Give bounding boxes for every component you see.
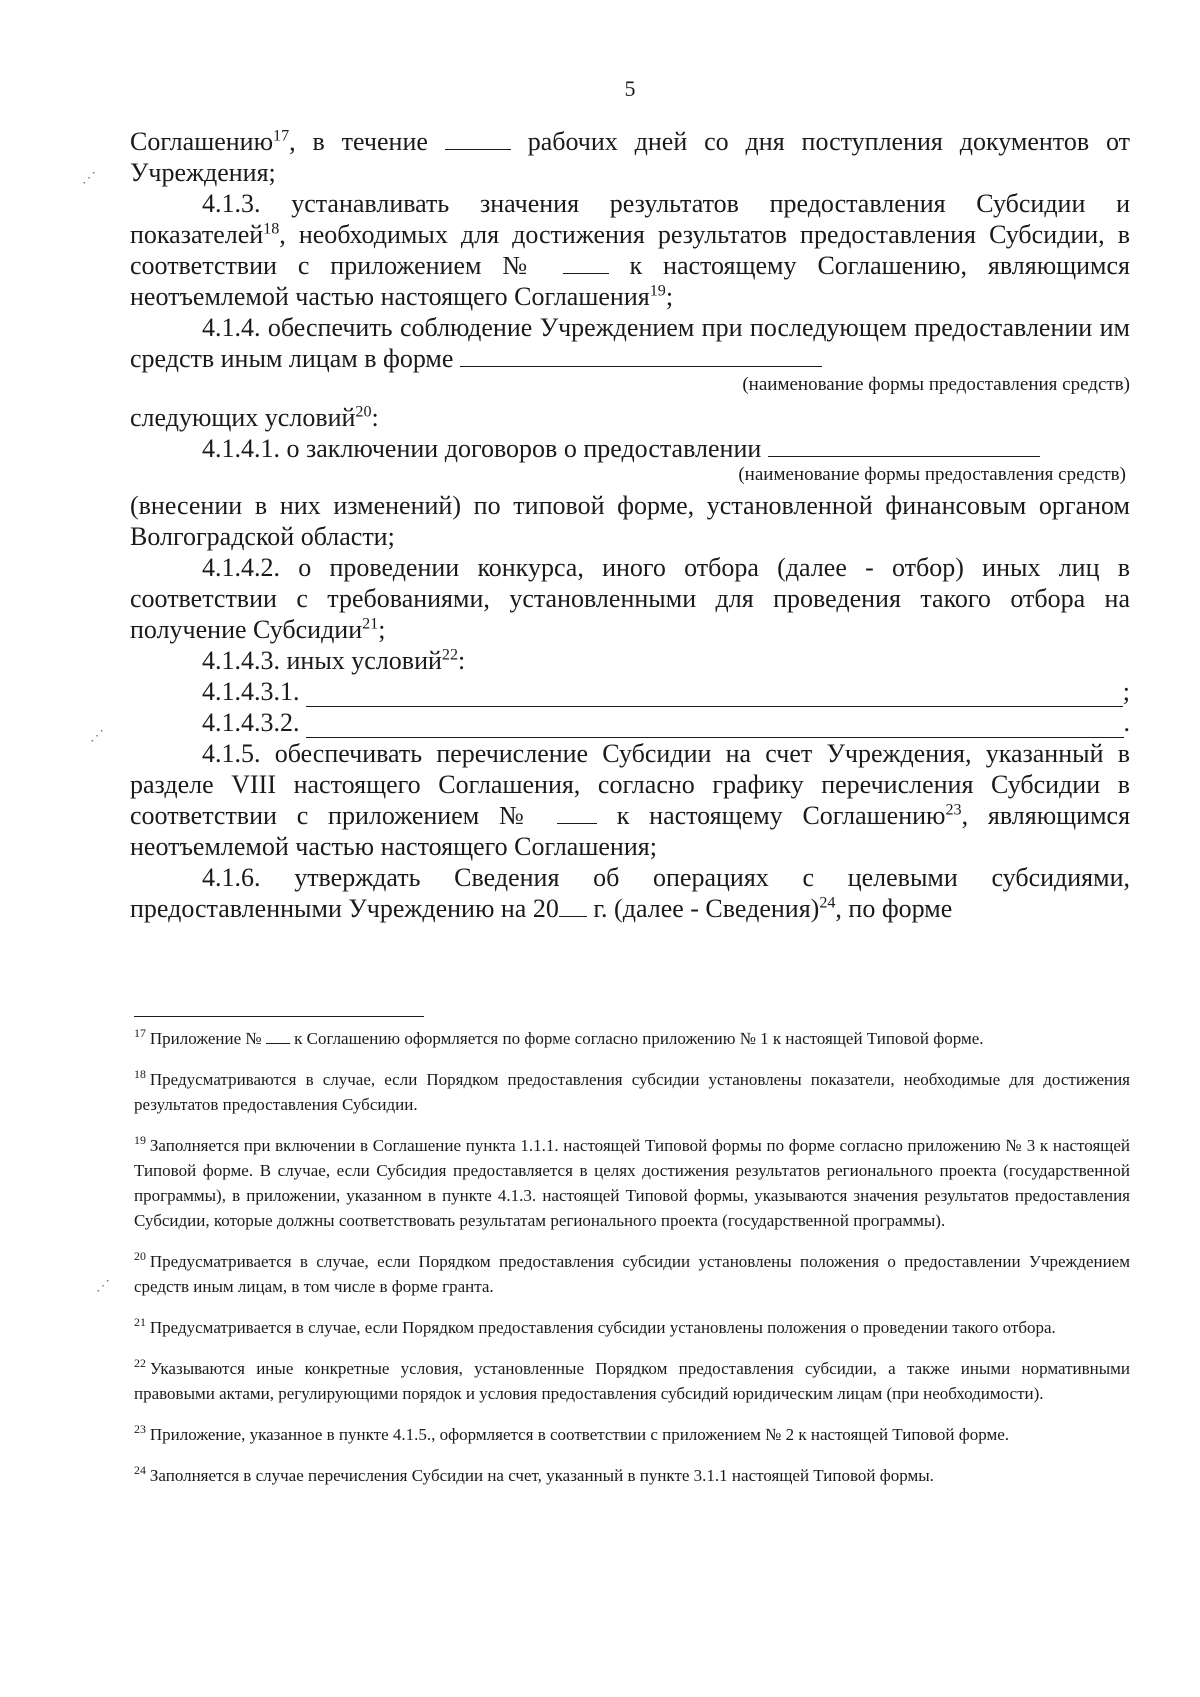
footnote-17: $^{17}$ Приложение № к Соглашению оформляется по форме согласно приложению № 1 к настоящей Типовой форме. (134, 1026, 984, 1048)
footnote-20: $^{20}$ Предусматривается в случае, если Порядком предоставления субсидии установлены положения о предоставлении Учреждением средств иным лицам, в том числе в форме гранта. (134, 1249, 1130, 1296)
paragraph-4-1-2-end: Соглашению$^{17}$, в течение рабочих дней со дня поступления документов от Учреждения; (130, 127, 1131, 187)
footnote-22: $^{22}$ Указываются иные конкретные условия, установленные Порядком предоставления субсидии, а также иными нормативными правовыми актами, регулирующими порядок и условия предоставления субсидий юридическим лицам (при необходимости). (134, 1356, 1130, 1403)
footnote-18: $^{18}$ Предусматриваются в случае, если Порядком предоставления субсидии установлены показатели, необходимые для достижения результатов предоставления Субсидии. (134, 1067, 1130, 1114)
scan-artifact-mark: ⋰ (90, 729, 104, 744)
footnote-24: $^{24}$ Заполняется в случае перечисления Субсидии на счет, указанный в пункте 3.1.1 настоящей Типовой формы. (134, 1463, 934, 1485)
paragraph-4-1-6: 4.1.6. утверждать Сведения об операциях с целевыми субсидиями, предоставленными Учреждению на 20 г. (далее - Сведения)$^{24}$, по форме (130, 863, 1130, 923)
document-body (130, 126, 1130, 924)
condition-1-blank[interactable] (306, 684, 1123, 707)
paragraph-4-1-3: 4.1.3. устанавливать значения результатов предоставления Субсидии и показателей$^{18}$, необходимых для достижения результатов предоставления Субсидии, в соответствии с приложением № к настоящему Соглашению, являющимся неотъемлемой частью настоящего Соглашения$^{19}$; (130, 189, 1131, 311)
footnote-appendix-blank[interactable] (266, 1029, 290, 1044)
contract-form-caption: (наименование формы предоставления средств) (738, 464, 1126, 485)
form-of-funds-caption: (наименование формы предоставления средств) (742, 374, 1130, 395)
footnote-ref-22: 22 (441, 646, 459, 664)
paragraph-4-1-4: 4.1.4. обеспечить соблюдение Учреждением при последующем предоставлении им средств иным лицам в форме (130, 313, 1130, 373)
contract-form-blank[interactable] (768, 434, 1040, 457)
paragraph-4-1-4-cont: следующих условий$^{20}$: (130, 403, 379, 432)
footnote-ref-21: 21 (362, 615, 379, 633)
footnote-19: $^{19}$ Заполняется при включении в Соглашение пункта 1.1.1. настоящей Типовой формы по форме согласно приложению № 3 к настоящей Типовой форме. В случае, если Субсидия предоставляется в целях достижения результатов регионального проекта (государственной программы), в приложении, указанном в пункте 4.1.3. настоящей Типовой формы, указываются значения результатов предоставления Субсидии, которые должны соответствовать результатам регионального проекта (государственной программы). (134, 1133, 1130, 1230)
scan-artifact-mark: ⋰ (82, 171, 96, 186)
footnote-ref-17: 17 (273, 127, 290, 145)
year-blank[interactable] (559, 894, 587, 917)
paragraph-4-1-4-1-cont: (внесении в них изменений) по типовой форме, установленной финансовым органом Волгоградской области; (130, 491, 1130, 551)
footnote-separator (134, 1016, 424, 1017)
footnote-21: $^{21}$ Предусматривается в случае, если Порядком предоставления субсидии установлены положения о проведении такого отбора. (134, 1315, 1056, 1337)
footnotes (134, 1026, 1130, 1504)
footnote-ref-23: 23 (945, 801, 962, 819)
paragraph-4-1-4-1: 4.1.4.1. о заключении договоров о предоставлении (130, 433, 1130, 464)
schedule-appendix-blank[interactable] (557, 801, 597, 824)
paragraph-4-1-4-3: 4.1.4.3. иных условий$^{22}$: (202, 646, 466, 675)
form-of-funds-blank[interactable] (460, 344, 822, 367)
appendix-number-blank[interactable] (563, 251, 609, 274)
condition-line-4-1-4-3-1: 4.1.4.3.1. ; (202, 677, 1130, 706)
condition-line-4-1-4-3-2: 4.1.4.3.2. . (202, 708, 1130, 737)
footnote-ref-20: 20 (355, 403, 372, 421)
footnote-ref-18: 18 (263, 220, 280, 238)
scan-artifact-mark: ⋰ (96, 1279, 110, 1294)
paragraph-4-1-4-2: 4.1.4.2. о проведении конкурса, иного отбора (далее - отбор) иных лиц в соответствии с требованиями, установленными для проведения такого отбора на получение Субсидии$^{21}$; (130, 553, 1130, 644)
condition-2-blank[interactable] (306, 715, 1124, 738)
days-blank-field[interactable] (445, 127, 511, 150)
footnote-ref-24: 24 (819, 894, 836, 912)
page-number: 5 (624, 76, 636, 101)
footnote-23: $^{23}$ Приложение, указанное в пункте 4.1.5., оформляется в соответствии с приложением № 2 к настоящей Типовой форме. (134, 1422, 1010, 1444)
footnote-ref-19: 19 (649, 282, 666, 300)
paragraph-4-1-5: 4.1.5. обеспечивать перечисление Субсидии на счет Учреждения, указанный в разделе VIII настоящего Соглашения, согласно графику перечисления Субсидии в соответствии с приложением № к настоящему Соглашению$^{23}$, являющимся неотъемлемой частью настоящего Соглашения; (130, 739, 1131, 861)
